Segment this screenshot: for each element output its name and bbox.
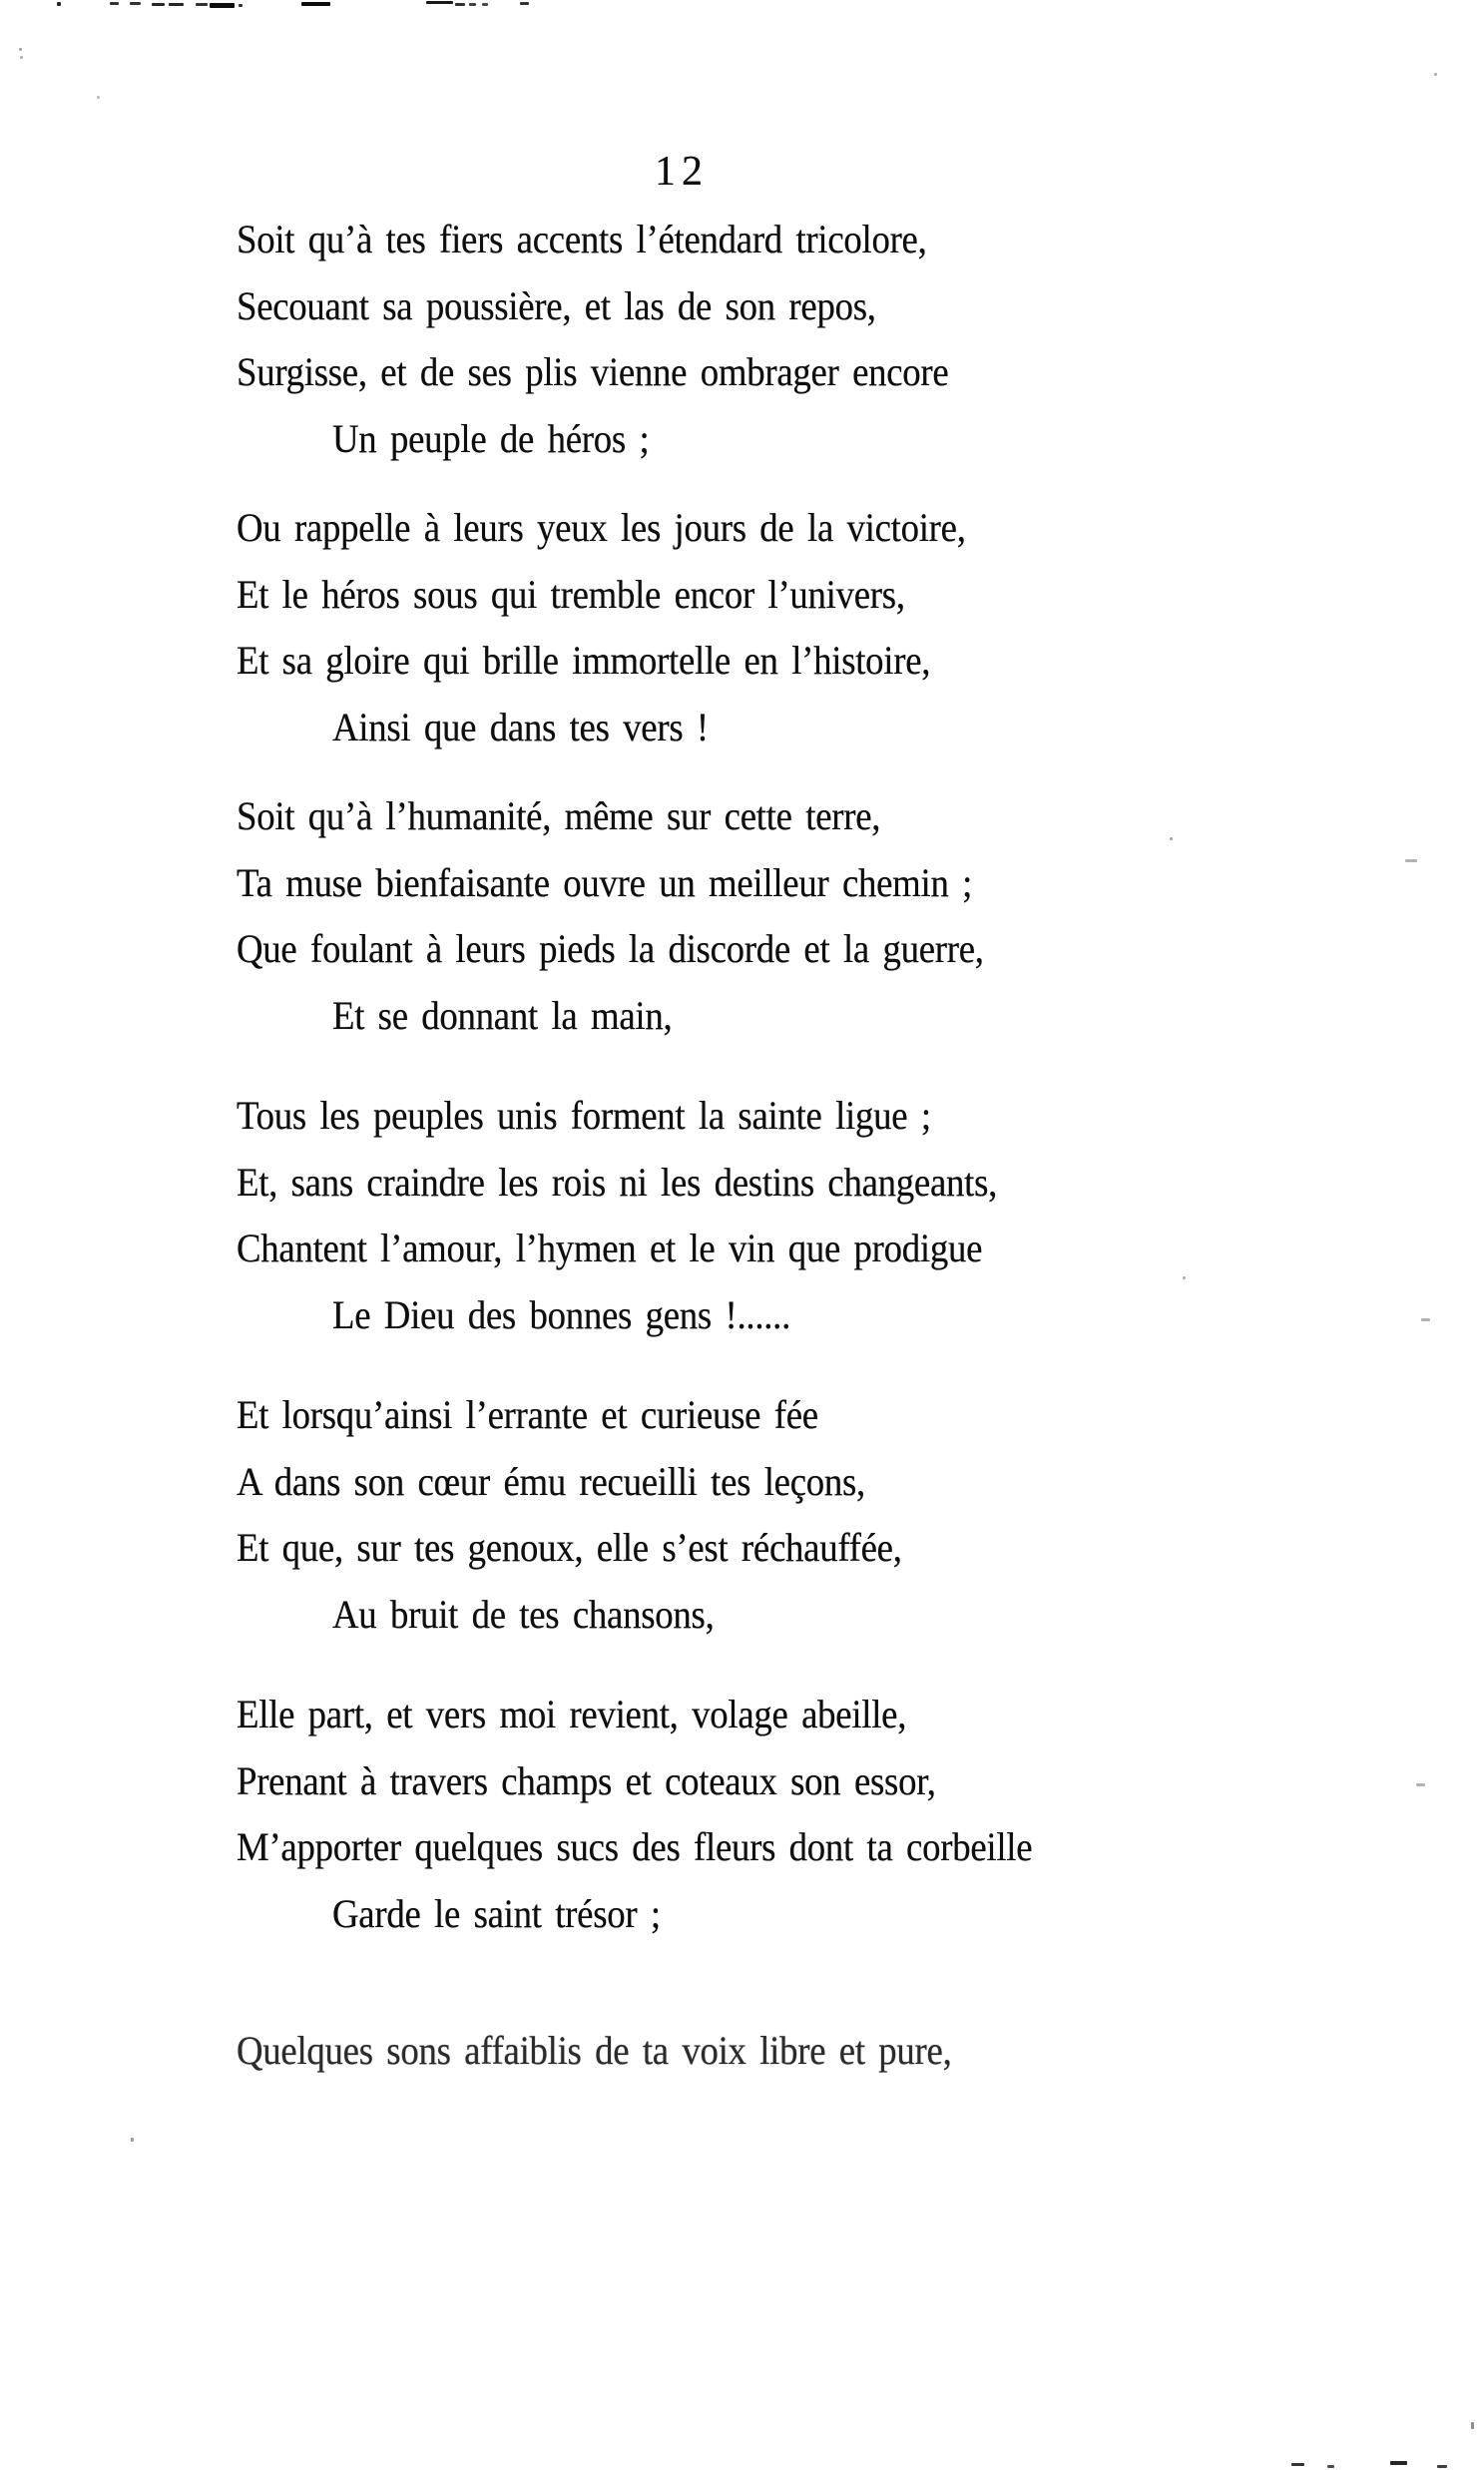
scan-speck (130, 2, 141, 5)
poem-line: Et, sans craindre les rois ni les destins changeants, (237, 1159, 998, 1205)
page-number: 12 (655, 149, 709, 195)
poem-line: Et lorsqu’ainsi l’errante et curieuse fée (237, 1392, 818, 1437)
scan-speck (1437, 2465, 1447, 2468)
scan-speck (1170, 837, 1173, 840)
scan-speck (1291, 2463, 1304, 2466)
poem-line: Chantent l’amour, l’hymen et le vin que prodigue (237, 1226, 983, 1270)
poem-line: Et le héros sous qui tremble encor l’univers, (237, 571, 905, 617)
poem-line: Ainsi que dans tes vers ! (332, 704, 709, 749)
poem-line: Soit qu’à l’humanité, même sur cette terre, (237, 793, 881, 838)
scan-speck (1405, 859, 1417, 862)
scan-speck (169, 3, 184, 6)
poem-line: Que foulant à leurs pieds la discorde et la guerre, (237, 926, 984, 971)
scan-speck (482, 3, 488, 6)
scan-speck (1183, 1276, 1186, 1279)
poem-line: M’apporter quelques sucs des fleurs dont ta corbeille (237, 1824, 1033, 1869)
scan-speck (426, 1, 453, 4)
poem-line: Et se donnant la main, (332, 992, 673, 1038)
poem-line: A dans son cœur ému recueilli tes leçons, (237, 1458, 865, 1504)
scan-speck (1390, 2461, 1407, 2465)
scan-speck (469, 3, 476, 6)
scan-speck (455, 3, 465, 6)
poem-line: Secouant sa poussière, et las de son repos, (237, 282, 876, 328)
scan-speck (196, 3, 208, 6)
poem-line: Tous les peuples unis forment la sainte ligue ; (237, 1093, 931, 1138)
poem-line: Ou rappelle à leurs yeux les jours de la victoire, (237, 505, 966, 550)
poem-line: Au bruit de tes chansons, (332, 1591, 715, 1637)
scan-speck (97, 96, 100, 99)
poem-line: Soit qu’à tes fiers accents l’étendard tricolore, (237, 217, 927, 261)
scan-speck (1327, 2465, 1334, 2468)
scan-speck (301, 2, 330, 6)
poem-line: Le Dieu des bonnes gens !...... (332, 1291, 791, 1337)
scan-speck (152, 3, 165, 6)
scan-speck (19, 48, 22, 51)
scan-speck (239, 4, 243, 7)
scan-speck (210, 3, 235, 8)
poem-line: Et que, sur tes genoux, elle s’est réchauffée, (237, 1525, 902, 1570)
scan-speck (110, 2, 119, 5)
poem-line: Un peuple de héros ; (332, 415, 650, 461)
scan-speck (131, 2138, 134, 2142)
scan-speck (1421, 1318, 1430, 1321)
scan-speck (1434, 73, 1437, 76)
scan-speck (57, 2, 61, 6)
poem-line: Ta muse bienfaisante ouvre un meilleur chemin ; (237, 859, 973, 905)
poem-line: Elle part, et vers moi revient, volage abeille, (237, 1692, 907, 1736)
poem-line: Quelques sons affaiblis de ta voix libre et pure, (237, 2028, 952, 2073)
poem-line: Prenant à travers champs et coteaux son essor, (237, 1757, 936, 1803)
poem-line: Et sa gloire qui brille immortelle en l’histoire, (237, 638, 931, 683)
poem-line: Surgisse, et de ses plis vienne ombrager encore (237, 349, 949, 394)
poem-line: Garde le saint trésor ; (332, 1890, 661, 1936)
scan-speck (1416, 1783, 1425, 1786)
scan-speck (20, 56, 23, 59)
scan-speck (520, 2, 529, 5)
scan-speck (1471, 2422, 1474, 2429)
